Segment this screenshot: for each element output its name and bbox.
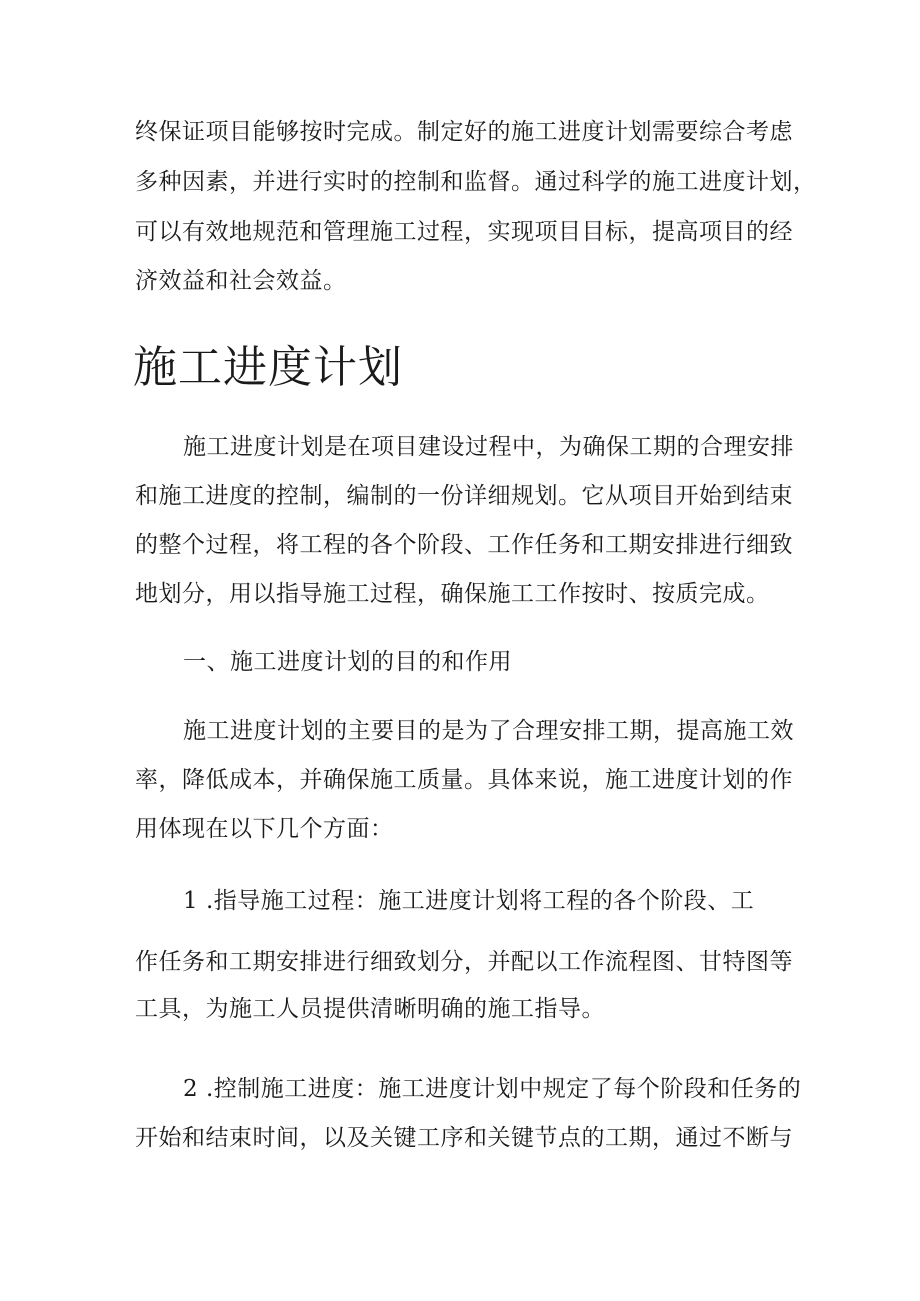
intro-line-1: 终保证项目能够按时完成。制定好的施工进度计划需要综合考虑 xyxy=(135,119,793,145)
section-heading: 施工进度计划 xyxy=(133,342,403,393)
definition-line-3: 的整个过程，将工程的各个阶段、工作任务和工期安排进行细致 xyxy=(135,532,793,558)
purpose-line-3: 用体现在以下几个方面： xyxy=(135,816,394,842)
item-1-line-2: 作任务和工期安排进行细致划分，并配以工作流程图、甘特图等 xyxy=(135,949,793,975)
item-1-line-1: 1 .指导施工过程：施工进度计划将工程的各个阶段、工 xyxy=(183,888,755,914)
section-one-title: 一、施工进度计划的目的和作用 xyxy=(183,649,512,675)
item-2-line-1: 2 .控制施工进度：施工进度计划中规定了每个阶段和任务的 xyxy=(183,1076,802,1102)
intro-line-4: 济效益和社会效益。 xyxy=(135,268,347,294)
intro-line-2: 多种因素，并进行实时的控制和监督。通过科学的施工进度计划， xyxy=(135,169,817,195)
definition-line-2: 和施工进度的控制，编制的一份详细规划。它从项目开始到结束 xyxy=(135,483,793,509)
purpose-line-2: 率，降低成本，并确保施工质量。具体来说，施工进度计划的作 xyxy=(135,767,793,793)
definition-line-4: 地划分，用以指导施工过程，确保施工工作按时、按质完成。 xyxy=(135,581,770,607)
item-2-line-2: 开始和结束时间，以及关键工序和关键节点的工期，通过不断与 xyxy=(135,1125,793,1151)
intro-line-3: 可以有效地规范和管理施工过程，实现项目目标，提高项目的经 xyxy=(135,219,793,245)
definition-line-1: 施工进度计划是在项目建设过程中，为确保工期的合理安排 xyxy=(183,434,794,460)
purpose-line-1: 施工进度计划的主要目的是为了合理安排工期，提高施工效 xyxy=(183,718,794,744)
item-1-line-3: 工具，为施工人员提供清晰明确的施工指导。 xyxy=(135,996,605,1022)
